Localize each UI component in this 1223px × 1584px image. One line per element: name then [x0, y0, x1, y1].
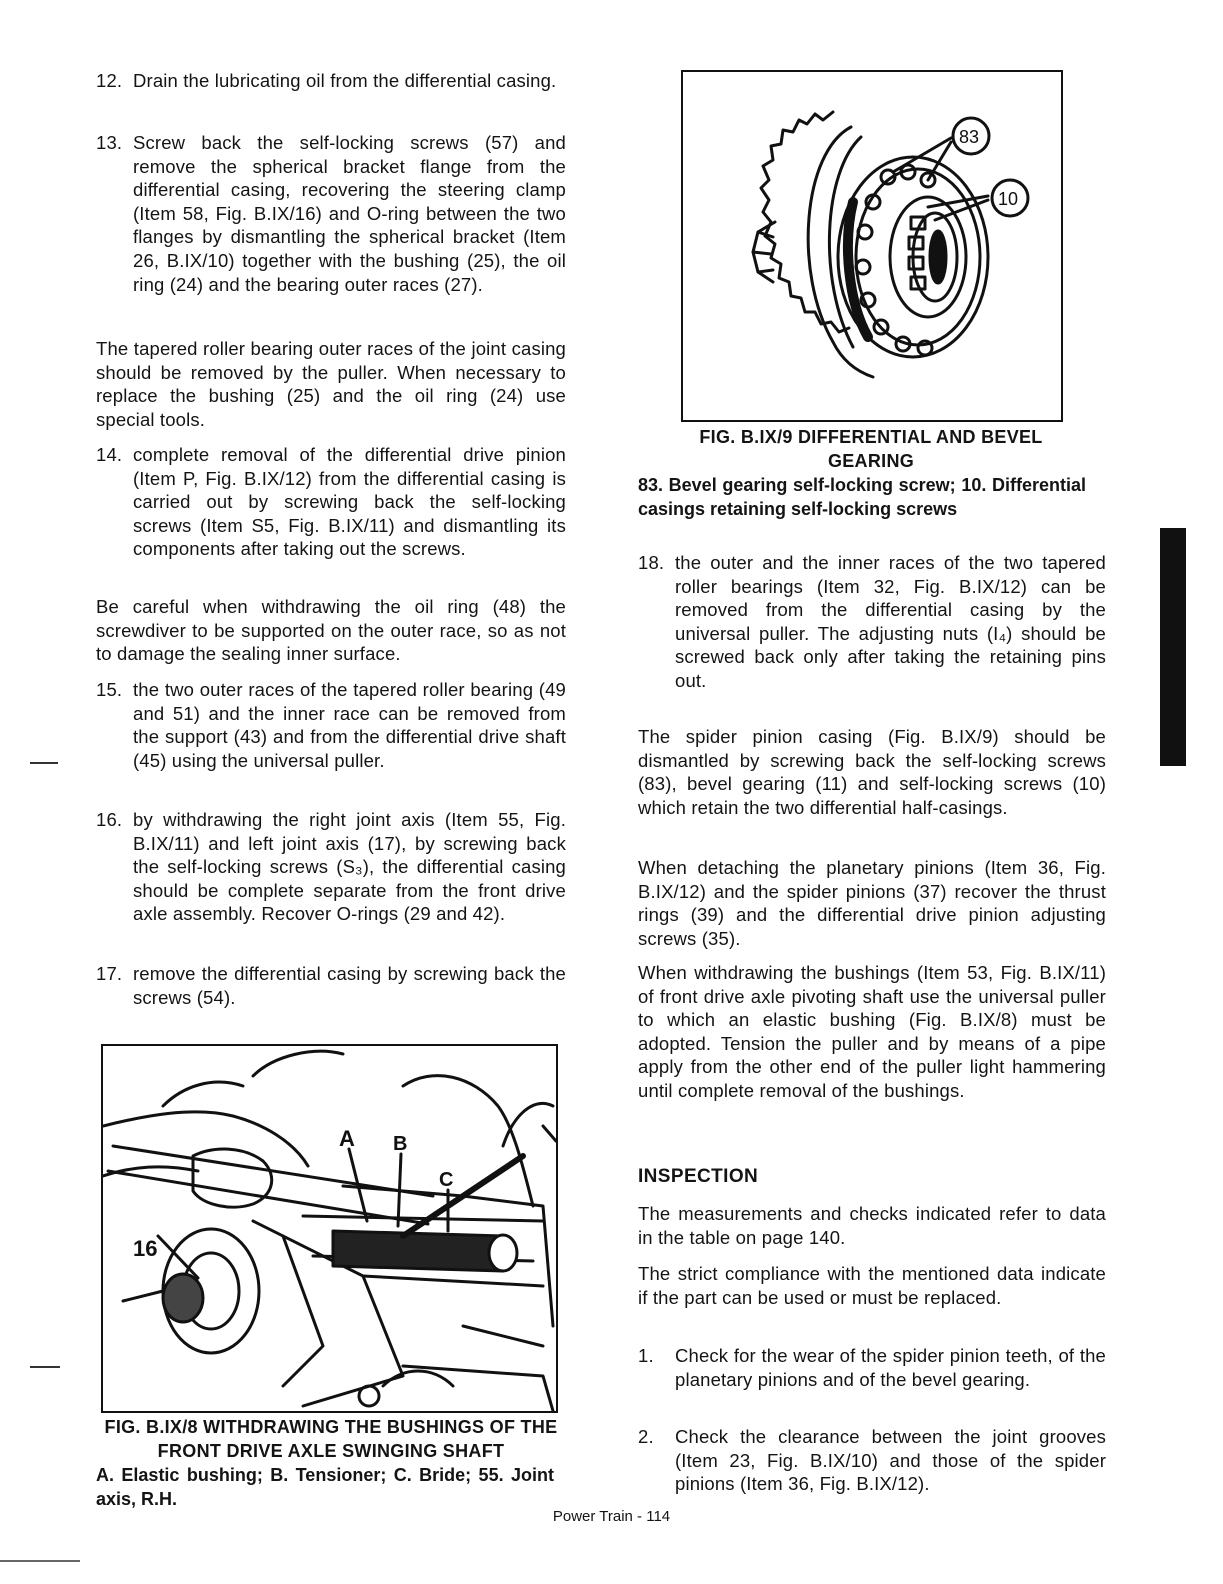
check-1: [638, 1344, 1106, 1391]
paragraph-bushings-withdrawal: When withdrawing the bushings (Item 53, Fig. B.IX/11) of front drive axle pivoting shaft use the universal puller to which an elastic bushing (Fig. B.IX/8) must be adopted. Tension the puller and by means of a pipe apply from the other end of the puller light hammering until complete removal of the bushings.: [638, 962, 1106, 1101]
step-text: complete removal of the differential drive pinion (Item P, Fig. B.IX/12) from the differential casing is carried out by screwing back the self-locking screws (Item S5, Fig. B.IX/11) and dismantling its components after taking out the screws.: [133, 444, 566, 560]
step-text: the two outer races of the tapered roller bearing (49 and 51) and the inner race can be removed from the support (43) and from the differential drive shaft (45) using the universal puller.: [133, 679, 566, 771]
check-text: Check for the wear of the spider pinion teeth, of the planetary pinions and of the bevel gearing.: [675, 1345, 1106, 1390]
step-14: [96, 443, 566, 561]
check-text: Check the clearance between the joint grooves (Item 23, Fig. B.IX/10) and those of the spider pinions (Item 36, Fig. B.IX/12).: [675, 1426, 1106, 1495]
step-number: 17.: [96, 963, 123, 984]
figure-bushing-withdrawal: [101, 1044, 558, 1413]
figure-8-legend: A. Elastic bushing; B. Tensioner; C. Bride; 55. Joint axis, R.H.: [96, 1465, 554, 1509]
step-15: [96, 678, 566, 772]
step-number: 16.: [96, 809, 123, 830]
figure-9-legend: 83. Bevel gearing self-locking screw; 10. Differential casings retaining self-locking screws: [638, 475, 1086, 519]
margin-mark: [30, 1366, 60, 1368]
step-number: 13.: [96, 132, 123, 153]
label-a: A: [339, 1126, 355, 1151]
paragraph-measurements: The measurements and checks indicated refer to data in the table on page 140.: [638, 1203, 1106, 1248]
margin-mark: [0, 1560, 80, 1562]
paragraph-planetary-pinions: When detaching the planetary pinions (Item 36, Fig. B.IX/12) and the spider pinions (37) recover the thrust rings (39) and the differential drive pinion adjusting screws (35).: [638, 857, 1106, 949]
bushing-withdrawal-illustration: [103, 1046, 556, 1411]
check-number: 1.: [638, 1345, 654, 1366]
step-text: by withdrawing the right joint axis (Item 55, Fig. B.IX/11) and left joint axis (17), by screwing back the self-locking screws (S₃), the differential casing should be complete separate from the front drive axle assembly. Recover O-rings (29 and 42).: [133, 809, 566, 925]
figure-differential-bevel: [681, 70, 1063, 422]
paragraph-spider-casing: The spider pinion casing (Fig. B.IX/9) should be dismantled by screwing back the self-locking screws (83), bevel gearing (11) and self-locking screws (10) which retain the two differential half-casings.: [638, 726, 1106, 818]
step-number: 14.: [96, 444, 123, 465]
label-16: 16: [133, 1236, 158, 1261]
callout-83: 83: [959, 127, 980, 147]
step-13: [96, 131, 566, 296]
step-12: [96, 69, 566, 93]
step-17: [96, 962, 566, 1009]
label-b: B: [393, 1133, 408, 1155]
check-number: 2.: [638, 1426, 654, 1447]
differential-bevel-illustration: [683, 72, 1061, 420]
step-16: [96, 808, 566, 926]
paragraph-compliance: The strict compliance with the mentioned data indicate if the part can be used or must be replaced.: [638, 1263, 1106, 1308]
step-number: 12.: [96, 70, 123, 91]
step-number: 15.: [96, 679, 123, 700]
paragraph-oil-ring-caution: Be careful when withdrawing the oil ring (48) the screwdiver to be supported on the outer race, so as not to damage the sealing inner surface.: [96, 596, 566, 665]
figure-8-caption: FIG. B.IX/8 WITHDRAWING THE BUSHINGS OF THE FRONT DRIVE AXLE SWINGING SHAFT: [104, 1417, 558, 1461]
inspection-heading: INSPECTION: [638, 1166, 759, 1187]
step-text: remove the differential casing by screwing back the screws (54).: [133, 963, 566, 1008]
paragraph-bearing-races: The tapered roller bearing outer races of the joint casing should be removed by the puller. When necessary to replace the bushing (25) and the oil ring (24) use special tools.: [96, 338, 566, 430]
step-number: 18.: [638, 552, 665, 573]
page-footer: Power Train - 114: [552, 1508, 671, 1525]
step-text: Drain the lubricating oil from the differential casing.: [133, 70, 557, 91]
figure-9-caption: FIG. B.IX/9 DIFFERENTIAL AND BEVEL GEARING: [699, 427, 1043, 471]
callout-10: 10: [998, 189, 1019, 209]
label-c: C: [439, 1169, 454, 1191]
step-18: [638, 551, 1106, 693]
step-text: the outer and the inner races of the two tapered roller bearings (Item 32, Fig. B.IX/12) can be removed from the differential casing by the universal puller. The adjusting nuts (I₄) should be screwed back only after taking the retaining pins out.: [675, 552, 1106, 691]
section-tab-marker: [1160, 528, 1186, 766]
check-2: [638, 1425, 1106, 1496]
step-text: Screw back the self-locking screws (57) and remove the spherical bracket flange from the differential casing, recovering the steering clamp (Item 58, Fig. B.IX/16) and O-ring between the two flanges by dismantling the spherical bracket (Item 26, B.IX/10) together with the bushing (25), the oil ring (24) and the bearing outer races (27).: [133, 132, 566, 295]
margin-mark: [30, 762, 58, 764]
